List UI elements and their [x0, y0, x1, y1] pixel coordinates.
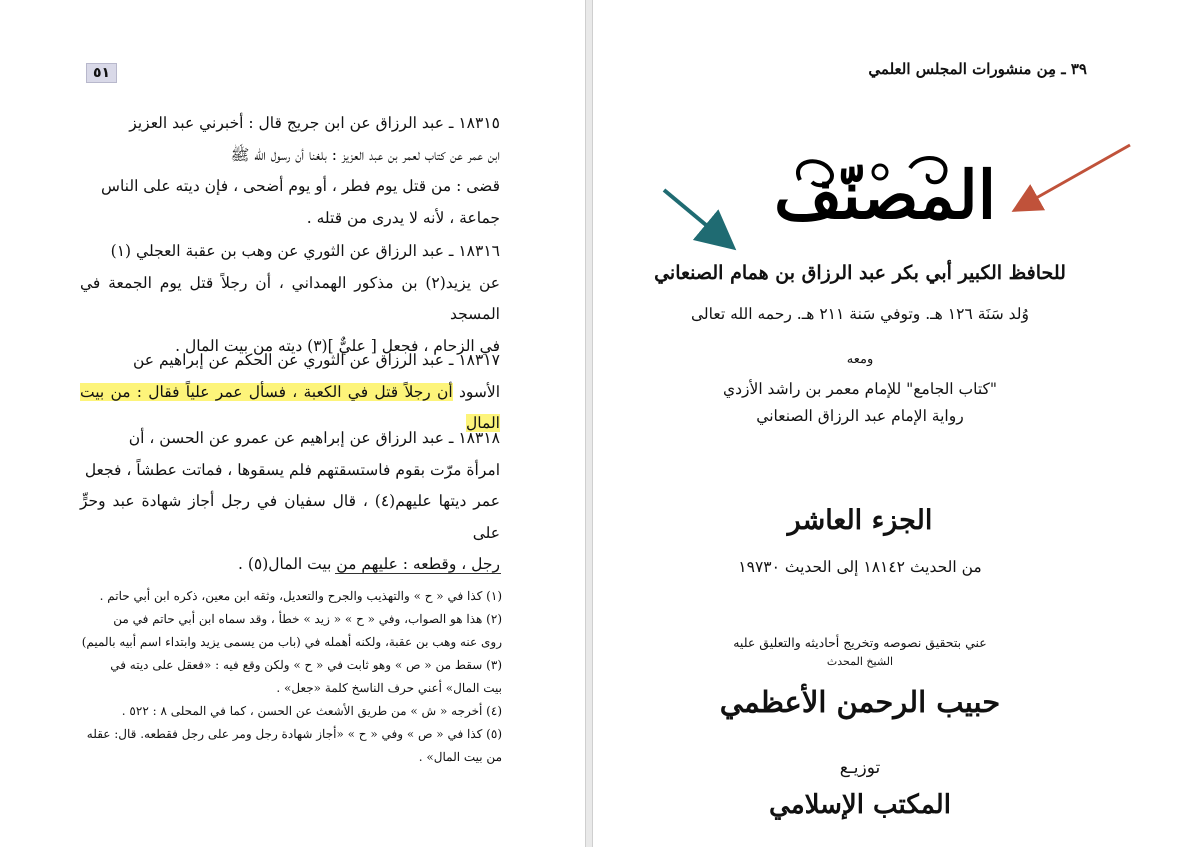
title-text: المصنّف	[773, 156, 997, 234]
footnote-line: (٤) أخرجه « ش » من طريق الأشعث عن الحسن ، كما في المحلى ٨ : ٥٢٢ .	[121, 704, 502, 718]
page-number: ٥١	[86, 63, 117, 83]
editor-name: حبيب الرحمن الأعظمي	[719, 685, 1001, 719]
hadith-18315	[80, 108, 500, 234]
text-line: ١٨٣١٥ ـ عبد الرزاق عن ابن جريج قال : أخبرني عبد العزيز	[129, 114, 500, 132]
book-gutter	[585, 0, 593, 847]
footnote-line: (٢) هذا هو الصواب، وفي « ح » « زيد » خطأ ، وقد سماه ابن أبي حاتم في من	[113, 612, 502, 626]
highlighted-text: أن رجلاً قتل في الكعبة ، فسأل عمر علياً فقال : من بيت المال	[80, 382, 500, 432]
volume-title: الجزء العاشر	[787, 505, 933, 536]
footnote-line: من بيت المال» .	[418, 750, 502, 764]
text-line: عمر ديتها عليهم(٤) ، قال سفيان في رجل أجاز شهادة عبد وحرٍّ على	[80, 492, 500, 542]
distribution-label: توزيـع	[839, 758, 881, 778]
footnotes	[80, 585, 502, 769]
text-line: رجل ، وقطعه : عليهم من بيت المال(٥) .	[237, 555, 500, 573]
text-line: ابن عمر عن كتاب لعمر بن عبد العزيز : بلغنا أن رسول الله ﷺ	[230, 145, 500, 164]
series-header: ٣٩ ـ مِن منشورات المجلس العلمي	[868, 60, 1087, 78]
dates-line: وُلد سَنَة ١٢٦ هـ. وتوفي سَنة ٢١١ هـ. رحمه الله تعالى	[691, 305, 1029, 323]
footnote-line: (٥) كذا في « ص » وفي « ح » «أجاز شهادة رجل ومر على رجل فقطعه. قال: عقله	[86, 727, 502, 741]
jami-line: "كتاب الجامع" للإمام معمر بن راشد الأزدي	[722, 380, 998, 398]
footnote-line: (١) كذا في « ح » والتهذيب والجرح والتعديل، وثقه ابن معين، ذكره ابن أبي حاتم .	[99, 589, 502, 603]
footnote-line: روى عنه وهب بن عقبة، ولكنه أهمله في (باب من يسمى يزيد وابتداء اسم أبيه بالميم)	[81, 635, 502, 649]
text-line: امرأة مرّت بقوم فاستسقتهم فلم يسقوها ، فماتت عطشاً ، فجعل	[84, 460, 500, 479]
footnote-line: بيت المال» أعني حرف الناسخ كلمة «جعل» .	[276, 681, 502, 695]
with-label: ومعه	[846, 352, 874, 367]
text-segment: الأسود	[458, 382, 500, 401]
book-title	[760, 150, 1010, 250]
text-line: قضى : من قتل يوم فطر ، أو يوم أضحى ، فإن ديته على الناس	[101, 177, 500, 195]
hadith-18316	[80, 236, 500, 362]
text-line: ١٨٣١٦ ـ عبد الرزاق عن الثوري عن وهب بن عقبة العجلي (١)	[110, 242, 500, 260]
text-line: ١٨٣١٨ ـ عبد الرزاق عن إبراهيم عن عمرو عن الحسن ، أن	[128, 429, 500, 447]
author-line: للحافظ الكبير أبي بكر عبد الرزاق بن همام الصنعاني	[654, 262, 1066, 284]
riwaya-line: رواية الإمام عبد الرزاق الصنعاني	[756, 407, 964, 425]
left-page	[0, 0, 585, 847]
hadith-range: من الحديث ١٨١٤٢ إلى الحديث ١٩٧٣٠	[738, 558, 982, 576]
hadith-18318	[80, 423, 500, 581]
editor-credit: عني بتحقيق نصوصه وتخريج أحاديثه والتعليق عليه	[733, 635, 987, 650]
editor-title: الشيخ المحدث	[826, 655, 894, 668]
text-line: جماعة ، لأنه لا يدرى من قتله .	[306, 208, 500, 227]
text-line: في الزحام ، فجعل [ عليٌّ ](٣) ديته من بيت المال .	[175, 336, 500, 355]
text-line: ١٨٣١٧ ـ عبد الرزاق عن الثوري عن الحكم عن إبراهيم عن	[133, 351, 500, 369]
publisher-name: المكتب الإسلامي	[769, 790, 951, 820]
text-line: عن يزيد(٢) بن مذكور الهمداني ، أن رجلاً قتل يوم الجمعة في المسجد	[80, 273, 500, 323]
footnote-separator	[335, 573, 501, 574]
footnote-line: (٣) سقط من « ص » وهو ثابت في « ح » ولكن وقع فيه : «فعقل على ديته في	[110, 658, 502, 672]
